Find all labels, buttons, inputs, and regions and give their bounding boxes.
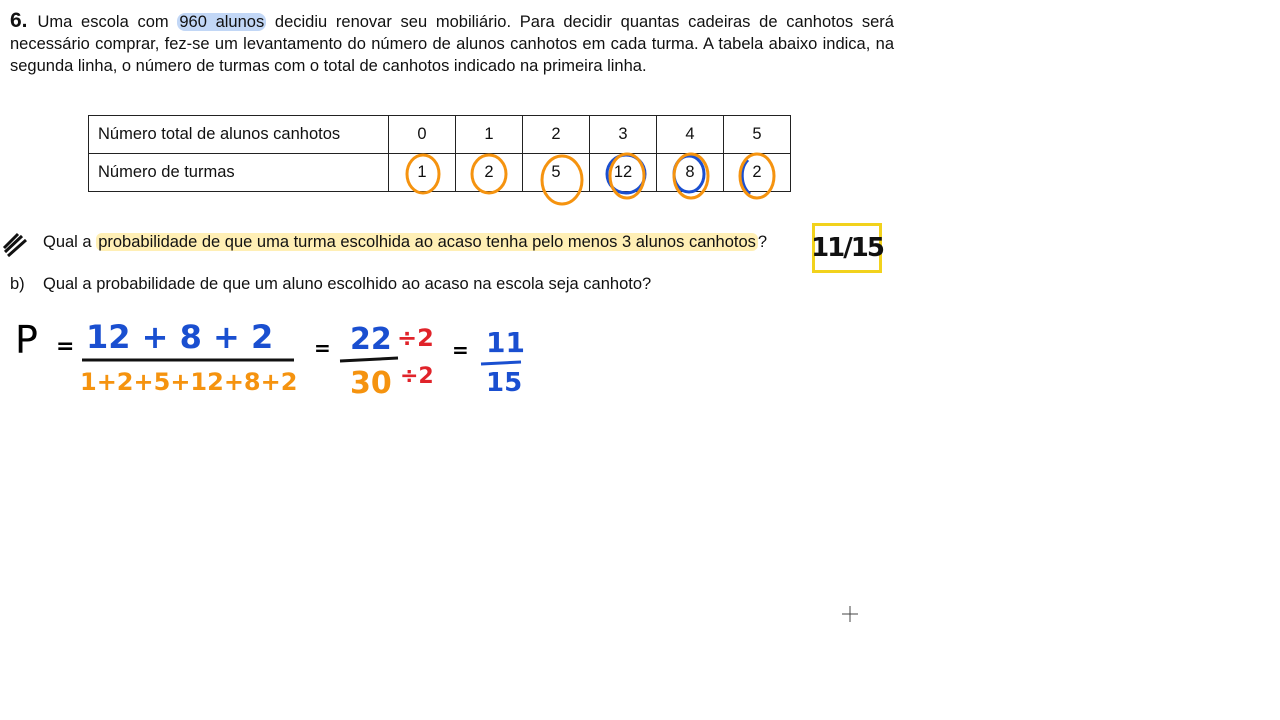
row1-label: Número total de alunos canhotos	[89, 116, 389, 154]
hw-frac3-den: 15	[486, 368, 523, 398]
hw-eq1: =	[56, 334, 75, 359]
row2-cell: 12	[590, 154, 657, 192]
hw-frac2-num: 22	[350, 322, 392, 357]
row1-cell: 5	[724, 116, 791, 154]
hw-frac3-num: 11	[486, 326, 525, 359]
problem-statement	[10, 10, 894, 77]
pen-marker-icon	[4, 234, 26, 256]
question-b	[10, 275, 651, 294]
hw-denominator: 1+2+5+12+8+2	[80, 368, 298, 396]
question-b-letter: b)	[10, 275, 25, 293]
row2-cell: 2	[724, 154, 791, 192]
row2-cell: 5	[523, 154, 590, 192]
problem-number: 6.	[10, 9, 28, 32]
question-a-highlight: probabilidade de que uma turma escolhida ao acaso tenha pelo menos 3 alunos canhotos	[98, 233, 756, 251]
table-row-turmas	[89, 154, 791, 192]
answer-box-a: 11/15	[812, 223, 882, 273]
hw-p: P	[15, 318, 38, 362]
question-a	[43, 233, 767, 252]
hw-div-top: ÷2	[397, 324, 434, 352]
row1-cell: 4	[657, 116, 724, 154]
question-a-end: ?	[757, 233, 768, 251]
problem-text-start: Uma escola com	[37, 13, 178, 31]
highlight-960-alunos: 960 alunos	[179, 13, 265, 31]
row2-cell: 1	[389, 154, 456, 192]
hw-numerator: 12 + 8 + 2	[86, 318, 274, 356]
hw-frac2-den: 30	[350, 366, 392, 401]
row1-cell: 3	[590, 116, 657, 154]
row2-cell: 8	[657, 154, 724, 192]
row2-cell: 2	[456, 154, 523, 192]
hw-eq2: =	[314, 336, 331, 360]
row1-cell: 0	[389, 116, 456, 154]
fraction-bar-2	[340, 358, 398, 361]
problem-text-rest: decidiu renovar seu mobiliário. Para decidir quantas cadeiras de canhotos será necessário comprar, fez-se um levantamento do número de alunos canhotos em cada turma. A tabela abaixo indica, na segunda linha, o número de turmas com o total de canhotos indicado na primeira linha.	[10, 13, 894, 75]
crosshair-cursor-icon	[842, 606, 858, 622]
question-a-start: Qual a	[43, 233, 97, 251]
row1-cell: 2	[523, 116, 590, 154]
row2-label: Número de turmas	[89, 154, 389, 192]
fraction-bar-3	[481, 362, 521, 364]
question-b-text: Qual a probabilidade de que um aluno escolhido ao acaso na escola seja canhoto?	[43, 275, 652, 293]
hw-div-bottom: ÷2	[400, 364, 434, 389]
data-table	[88, 115, 791, 192]
row1-cell: 1	[456, 116, 523, 154]
hw-eq3: =	[452, 338, 469, 362]
table-row-canhotos	[89, 116, 791, 154]
